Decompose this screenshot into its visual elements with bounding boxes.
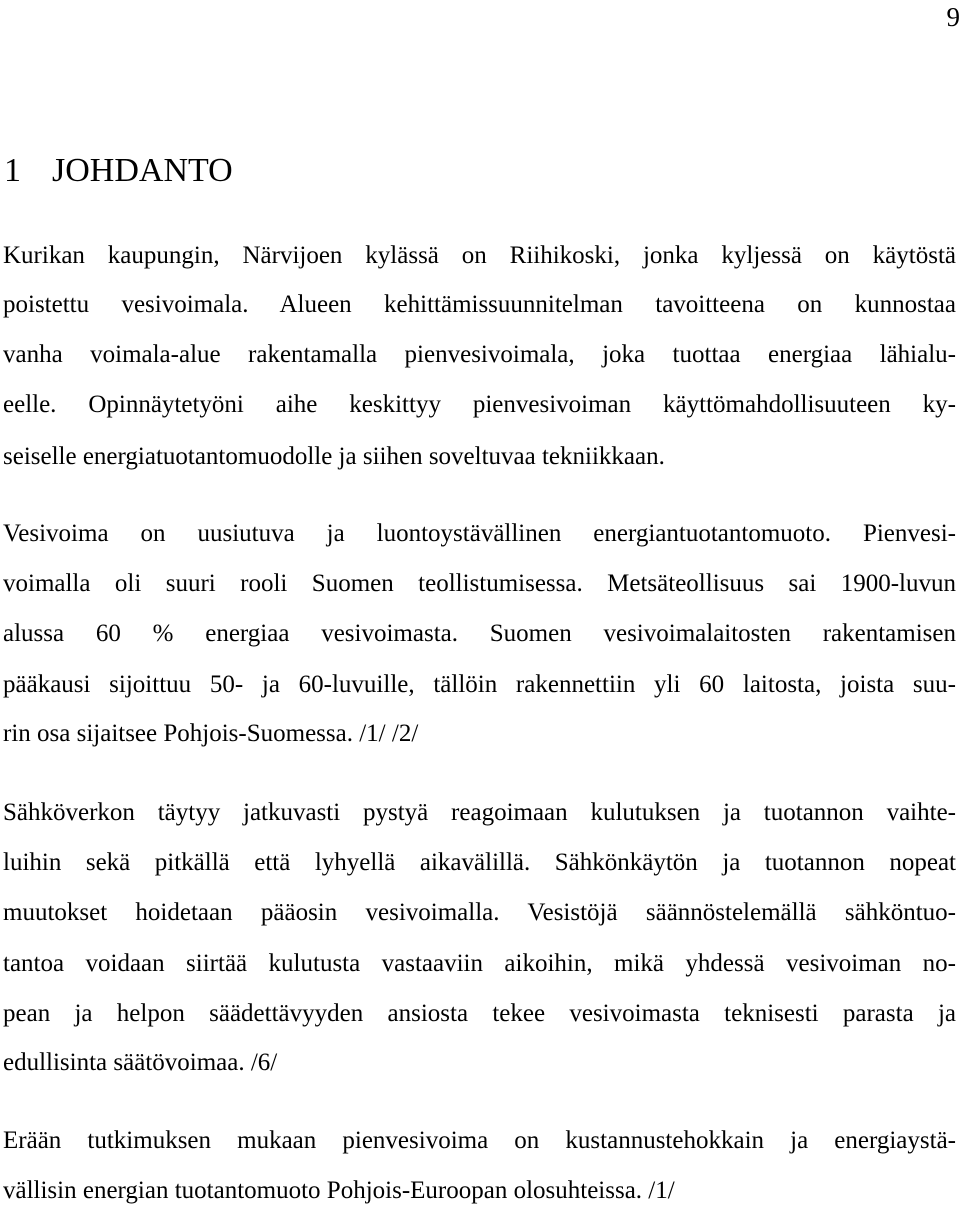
text-line: muutokset hoidetaan pääosin vesivoimalla. Vesistöjä säännöstelemällä sähköntuo-	[3, 899, 956, 926]
text-line: voimalla oli suuri rooli Suomen teollistumisessa. Metsäteollisuus sai 1900-luvun	[3, 570, 956, 597]
text-line: pääkausi sijoittuu 50- ja 60-luvuille, tällöin rakennettiin yli 60 laitosta, joista suu-	[3, 671, 956, 698]
chapter-title: JOHDANTO	[52, 152, 233, 189]
text-line: edullisinta säätövoimaa. /6/	[3, 1049, 278, 1076]
text-line: rin osa sijaitsee Pohjois-Suomessa. /1/ /2/	[3, 720, 419, 747]
chapter-heading	[4, 150, 233, 192]
text-line: alussa 60 % energiaa vesivoimasta. Suomen vesivoimalaitosten rakentamisen	[3, 620, 956, 647]
text-line: eelle. Opinnäytetyöni aihe keskittyy pienvesivoiman käyttömahdollisuuteen ky-	[3, 391, 956, 418]
page-number: 9	[946, 2, 960, 32]
text-line: poistettu vesivoimala. Alueen kehittämissuunnitelman tavoitteena on kunnostaa	[3, 291, 956, 318]
chapter-number: 1	[4, 152, 21, 189]
text-line: Vesivoima on uusiutuva ja luontoystävällinen energiantuotantomuoto. Pienvesi-	[3, 520, 956, 547]
text-line: seiselle energiatuotantomuodolle ja siihen soveltuvaa tekniikkaan.	[3, 443, 665, 470]
text-line: vanha voimala-alue rakentamalla pienvesivoimala, joka tuottaa energiaa lähialu-	[3, 341, 956, 368]
text-line: Kurikan kaupungin, Närvijoen kylässä on Riihikoski, jonka kyljessä on käytöstä	[3, 242, 956, 269]
text-line: Sähköverkon täytyy jatkuvasti pystyä reagoimaan kulutuksen ja tuotannon vaihte-	[3, 799, 956, 826]
text-line: pean ja helpon säädettävyyden ansiosta tekee vesivoimasta teknisesti parasta ja	[3, 1000, 956, 1027]
text-line: Erään tutkimuksen mukaan pienvesivoima on kustannustehokkain ja energiaystä-	[3, 1127, 956, 1154]
text-line: tantoa voidaan siirtää kulutusta vastaaviin aikoihin, mikä yhdessä vesivoiman no-	[3, 950, 956, 977]
text-line: luihin sekä pitkällä että lyhyellä aikavälillä. Sähkönkäytön ja tuotannon nopeat	[3, 849, 956, 876]
text-line: vällisin energian tuotantomuoto Pohjois-Euroopan olosuhteissa. /1/	[3, 1177, 675, 1204]
